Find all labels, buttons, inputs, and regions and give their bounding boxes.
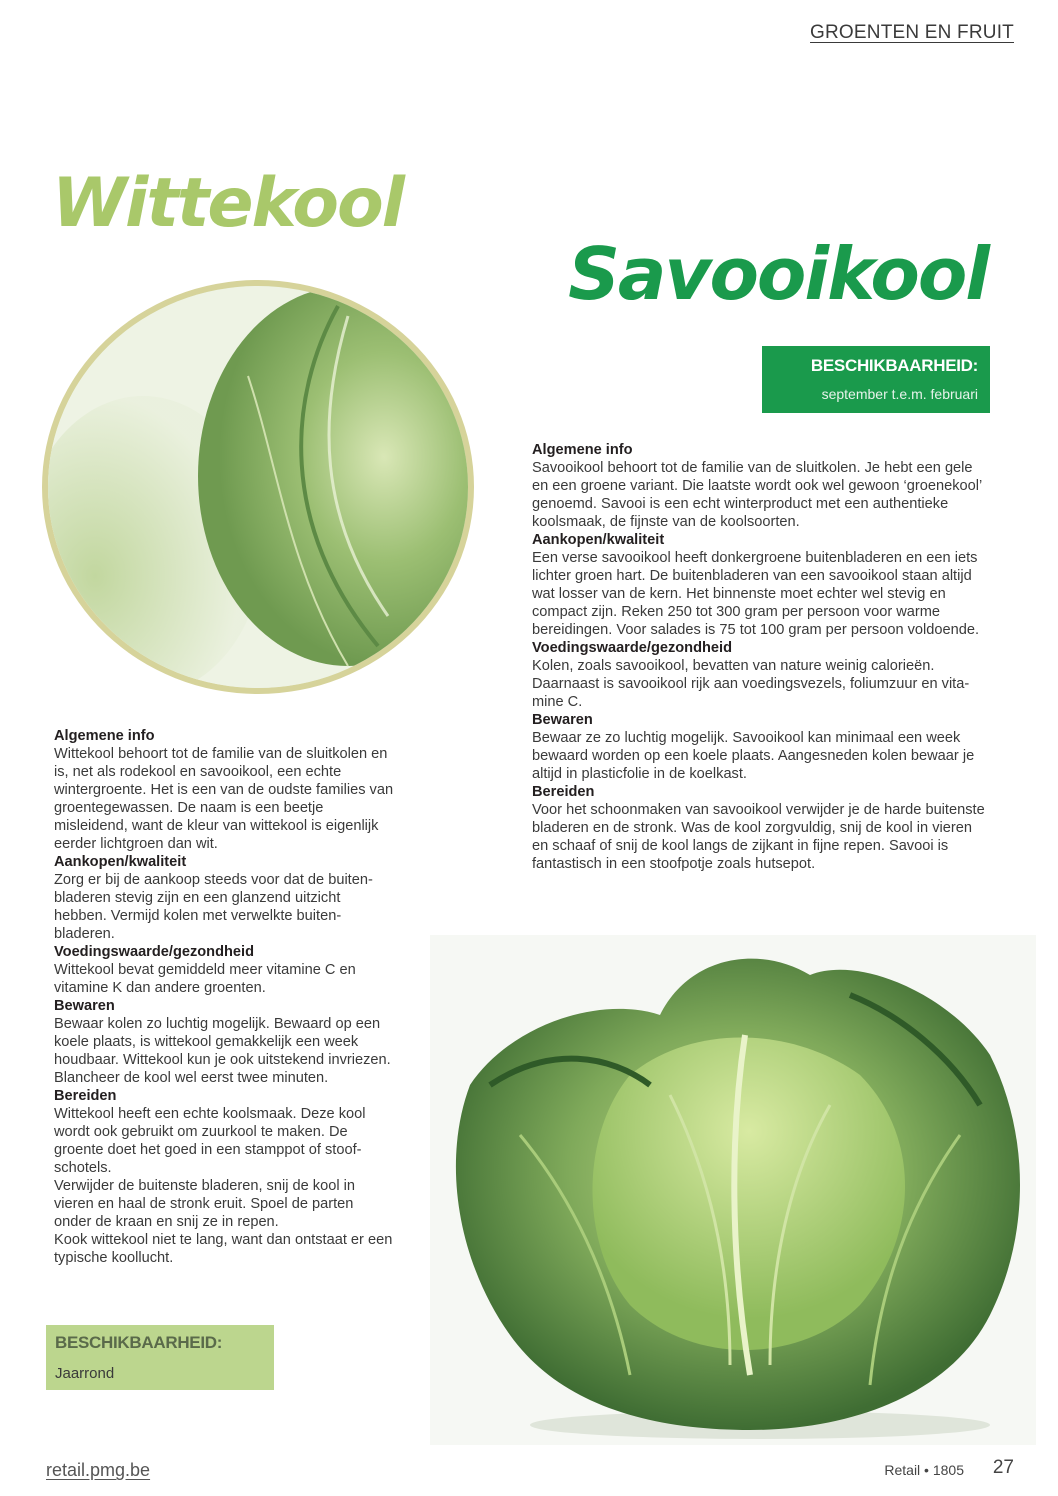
section-paragraph: Wittekool behoort tot de familie van de sluitkolen en is, net als rodekool en savooikool, een echte wintergroente. Het is een van de oudste families van groentegewassen. De naam is een beetje misleidend, want de kleur van wittekool is eigenlijk eerder lichtgroen dan wit. xyxy=(54,746,394,852)
section-heading: Bewaren xyxy=(54,998,115,1014)
section-heading: Algemene info xyxy=(532,442,633,458)
section-paragraph: Wittekool bevat gemiddeld meer vitamine C en vitamine K dan andere groenten. xyxy=(54,962,356,996)
section-heading: Bereiden xyxy=(54,1088,117,1104)
availability-label: BESCHIKBAARHEID: xyxy=(810,356,978,375)
section-heading: Aankopen/kwaliteit xyxy=(54,854,187,870)
savooikool-availability-box xyxy=(762,346,990,413)
section-paragraph: Verwijder de buitenste bladeren, snij de kool in vieren en haal de stronk eruit. Spoel de parten onder de kraan en snij ze in repen. xyxy=(54,1178,355,1230)
footer-url[interactable]: retail.pmg.be xyxy=(46,1460,151,1480)
section-paragraph: Savooikool behoort tot de familie van de sluitkolen. Je hebt een gele en een groene variant. Die laatste wordt ook wel gewoon ‘groenekool’ genoemd. Savooi is een echt winterproduct met een authentieke koolsmaak, de fijnste van de koolsoorten. xyxy=(532,460,982,530)
section-heading: Algemene info xyxy=(54,728,155,744)
wittekool-title: Wittekool xyxy=(52,164,403,243)
availability-value: Jaarrond xyxy=(55,1365,115,1382)
section-paragraph: Bewaar kolen zo luchtig mogelijk. Bewaard op een koele plaats, is wittekool gemakkelijk een week houdbaar. Wittekool kun je ook uitstekend invriezen. Blancheer de kool wel eerst twee minuten. xyxy=(54,1016,391,1086)
section-heading: Bewaren xyxy=(532,712,593,728)
section-label: GROENTEN EN FRUIT xyxy=(810,22,1014,43)
availability-value: september t.e.m. februari xyxy=(821,386,978,402)
section-heading: Voedingswaarde/gezondheid xyxy=(54,944,255,960)
savooikool-photo xyxy=(430,935,1036,1445)
footer-magazine: Retail • 1805 xyxy=(884,1462,964,1478)
section-paragraph: Bewaar ze zo luchtig mogelijk. Savooikool kan minimaal een week bewaard worden op een koele plaats. Aangesneden kolen bewaar je altijd in plasticfolie in de koelkast. xyxy=(532,730,975,782)
section-heading: Aankopen/kwaliteit xyxy=(532,532,665,548)
savooikool-text xyxy=(532,441,988,873)
section-heading: Voedingswaarde/gezondheid xyxy=(532,640,733,656)
section-paragraph: Een verse savooikool heeft donkergroene buitenbladeren en een iets lichter groen hart. De buitenbladeren van een savooikool staan altijd wat losser van de kern. Het binnenste moet echter wel stevig en compact zijn. Reken 250 tot 300 gram per persoon voor warme bereidingen. Voor salades is 75 tot 100 gram per persoon voldoende. xyxy=(532,550,980,638)
section-paragraph: Kook wittekool niet te lang, want dan ontstaat er een typische koollucht. xyxy=(54,1232,393,1266)
section-paragraph: Zorg er bij de aankoop steeds voor dat de buitenbladeren stevig zijn en een glanzend uitzicht hebben. Vermijd kolen met verwelkte buitenbladeren. xyxy=(54,872,373,942)
page-number: 27 xyxy=(992,1457,1014,1478)
section-heading: Bereiden xyxy=(532,784,595,800)
wittekool-photo xyxy=(42,280,474,694)
savooikool-title: Savooikool xyxy=(568,232,988,316)
section-paragraph: Voor het schoonmaken van savooikool verwijder je de harde buitenste bladeren en de stronk. Was de kool zorgvuldig, snij de kool in vieren en schaaf of snij de kool langs de zijkant in fijne repen. Savooi is fantastisch in een stoofpotje zoals hutsepot. xyxy=(532,802,985,872)
wittekool-text xyxy=(54,727,394,1267)
availability-label: BESCHIKBAARHEID: xyxy=(55,1333,223,1352)
section-paragraph: Wittekool heeft een echte koolsmaak. Deze kool wordt ook gebruikt om zuurkool te maken. De groente doet het goed in een stamppot of stoofschotels. xyxy=(54,1106,366,1176)
section-paragraph: Kolen, zoals savooikool, bevatten van nature weinig calorieën. Daarnaast is savooikool rijk aan voedingsvezels, foliumzuur en vitamine C. xyxy=(532,658,970,710)
wittekool-availability-box xyxy=(46,1325,274,1390)
